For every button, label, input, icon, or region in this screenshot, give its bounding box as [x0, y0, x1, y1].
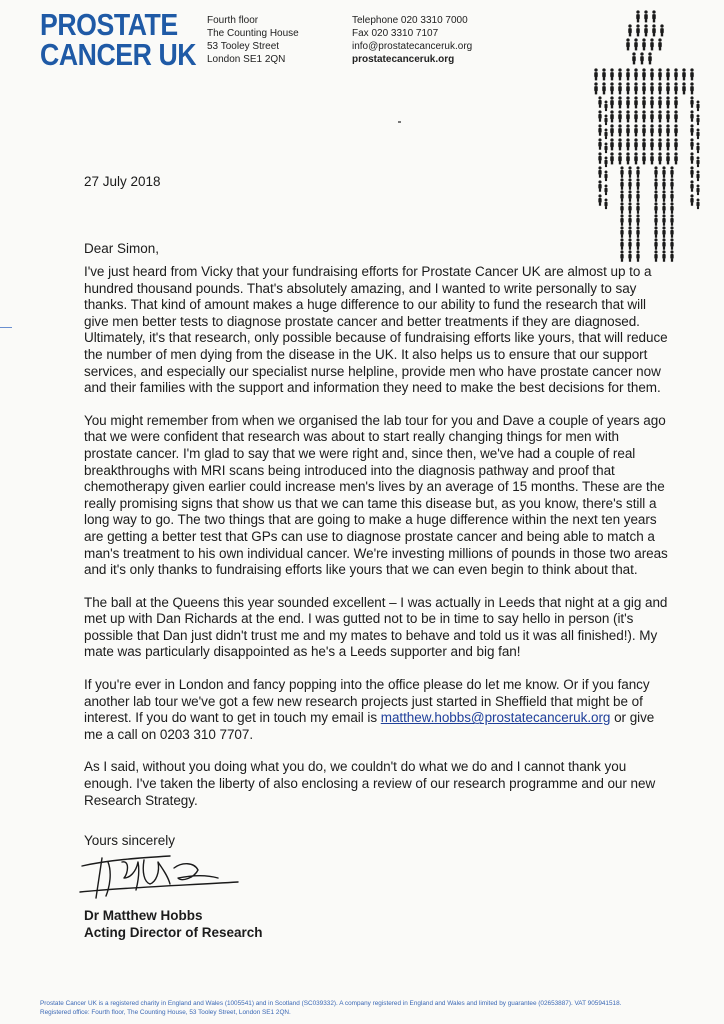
footer-registration: Prostate Cancer UK is a registered charity in England and Wales (1005541) and in Scotland (SC039332). A company registered in England and Wales and limited by guarantee (02653887). VAT 905941518.	[40, 1000, 622, 1007]
paragraph	[84, 677, 668, 743]
footer-registered-office: Registered office: Fourth floor, The Counting House, 53 Tooley Street, London SE1 2QN.	[40, 1008, 291, 1016]
scan-speck	[398, 121, 401, 123]
footer	[40, 1000, 700, 1017]
paragraph: I've just heard from Vicky that your fundraising efforts for Prostate Cancer UK are almost up to a hundred thousand pounds. That's absolutely amazing, and I wanted to write personally to say thanks. That kind of amount makes a huge difference to our ability to fund the research that will give men better tests to diagnose prostate cancer and better treatments if they are diagnosed. Ultimately, it's that research, only possible because of fundraising efforts like yours, that will reduce the number of men dying from the disease in the UK. It also helps us to ensure that our support services, and especially our specialist nurse helpline, provide men who have prostate cancer now and their families with the support and information they need to make the best decisions for them.	[84, 264, 668, 396]
paragraph-text: or give me a call on 0203 310 7707.	[84, 710, 655, 742]
paragraph: The ball at the Queens this year sounded excellent – I was actually in Leeds that night at a gig and met up with Dan Richards at the end. I was gutted not to be in time to say hello in person (it's possible that Dan just didn't trust me and my mates to behave and told us it was all finished!). My mate was particularly disappointed as he's a Leeds supporter and big fan!	[84, 594, 668, 660]
address-line: Fourth floor	[207, 15, 259, 26]
email: info@prostatecanceruk.org	[352, 41, 473, 52]
postal-address	[207, 14, 299, 66]
man-shaped-mosaic-of-people-icons	[582, 6, 714, 264]
address-line: London SE1 2QN	[207, 54, 286, 65]
letter-body	[84, 264, 668, 825]
paragraph: As I said, without you doing what you do, we couldn't do what we do and I cannot thank you enough. I've taken the liberty of also enclosing a review of our research programme and our new Research Strategy.	[84, 759, 656, 808]
address-line: 53 Tooley Street	[207, 41, 280, 52]
logo-line-1: PROSTATE	[40, 7, 178, 42]
fax: Fax 020 3310 7107	[352, 28, 439, 39]
margin-mark	[0, 327, 12, 328]
email-link[interactable]: matthew.hobbs@prostatecanceruk.org	[380, 710, 611, 726]
address-line: The Counting House	[207, 28, 299, 39]
paragraph: You might remember from when we organised the lab tour for you and Dave a couple of years ago that we were confident that research was about to start really changing things for men with prostate cancer. I'm glad to say that we were right and, since then, we've had a couple of real breakthroughs with MRI scans being introduced into the diagnosis pathway and proof that chemotherapy given earlier could increase men's lives by an average of 15 months. These are the really promising signs that show us that we can tame this disease but, as you know, there's still a long way to go. The two things that are going to make a huge difference within the next ten years are getting a better test that GPs can use to diagnose prostate cancer and being able to match a man's treatment to his own individual cancer. We're investing millions of pounds in those two areas and it's only thanks to fundraising efforts like yours that we can even begin to think about that.	[84, 412, 668, 578]
letter-date: 27 July 2018	[84, 174, 161, 189]
paragraph-text: If you're ever in London and fancy popping into the office please do let me know. Or if you fancy another lab tour we've got a few new research projects just started in Sheffield that might be of interest. If you do want to get in touch my email is	[84, 677, 650, 726]
signer-title: Acting Director of Research	[84, 925, 263, 940]
handwritten-signature	[78, 848, 248, 904]
prostate-cancer-uk-logo	[40, 7, 197, 72]
signer-name: Dr Matthew Hobbs	[84, 908, 203, 923]
telephone: Telephone 020 3310 7000	[352, 15, 468, 26]
salutation: Dear Simon,	[84, 241, 160, 256]
website: prostatecanceruk.org	[352, 54, 455, 65]
logo-line-2: CANCER UK	[40, 37, 197, 72]
closing: Yours sincerely	[84, 833, 176, 848]
contact-details	[352, 14, 472, 66]
signer-block	[84, 907, 263, 941]
